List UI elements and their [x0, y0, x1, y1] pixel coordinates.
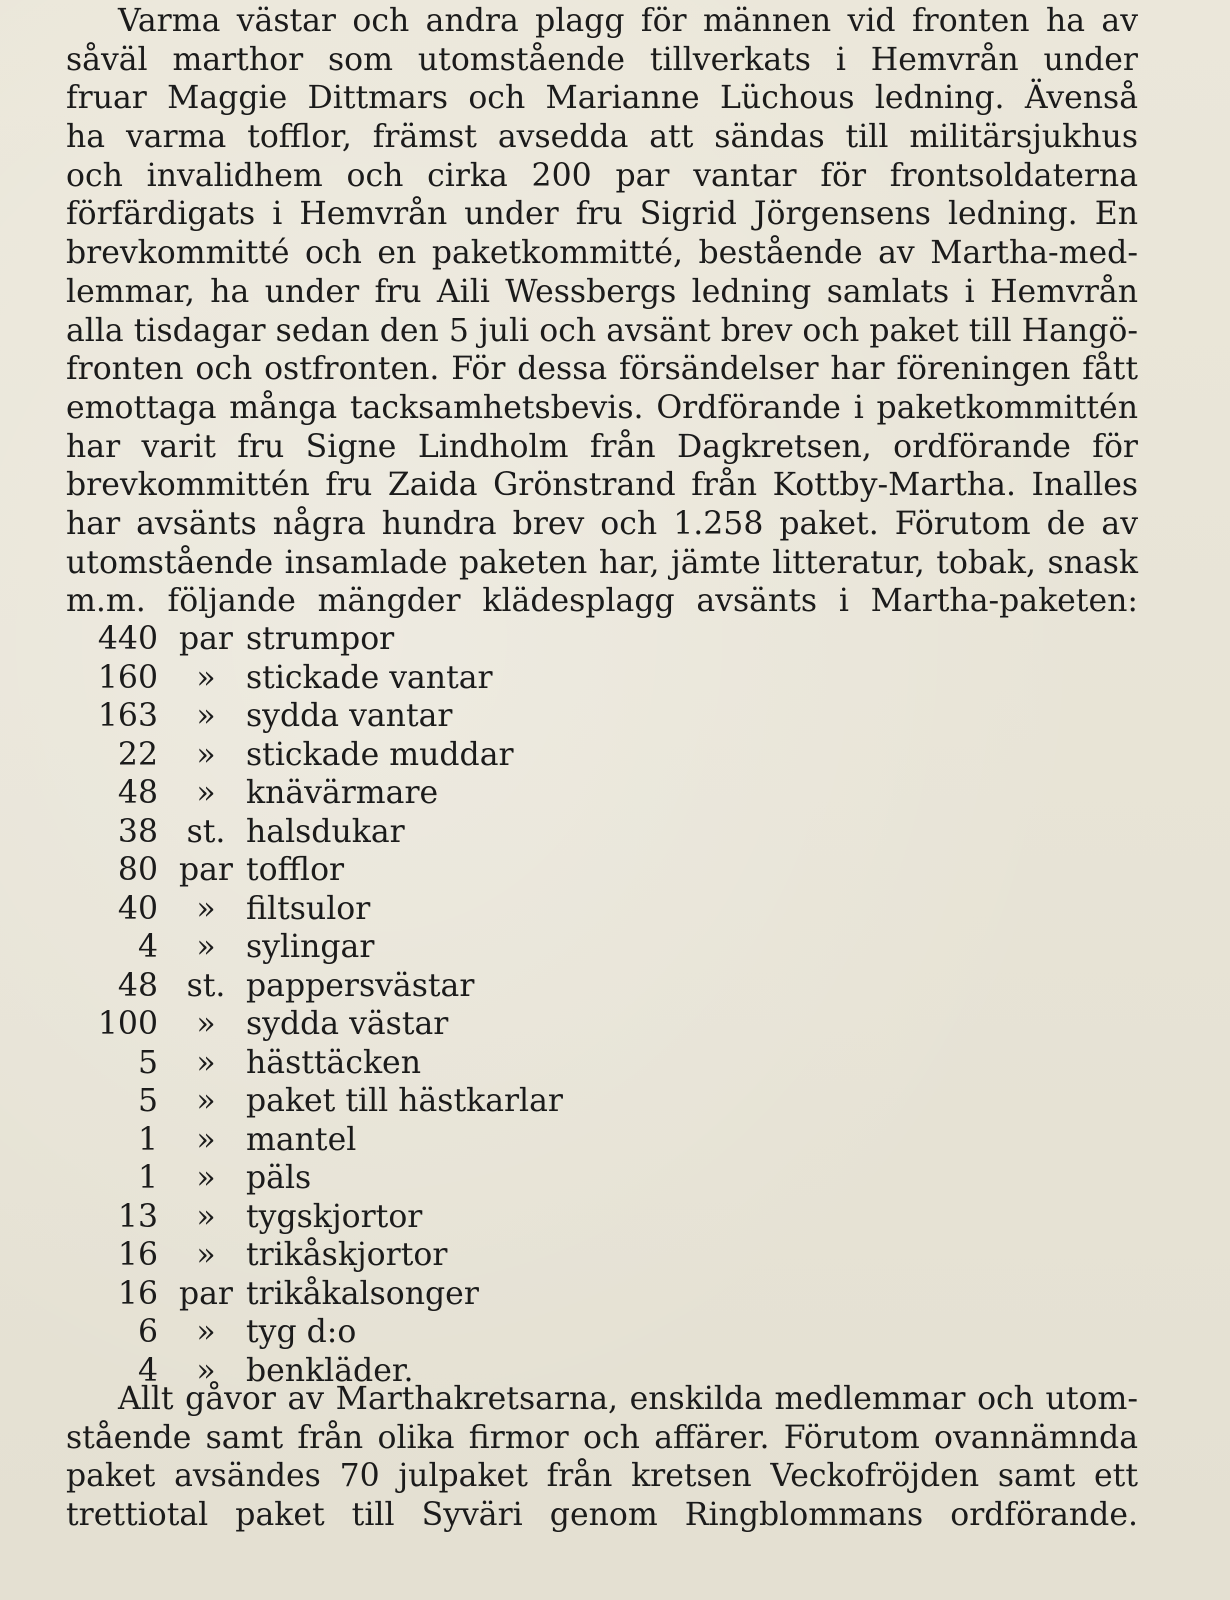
item-unit: » — [196, 1198, 216, 1235]
text-line: Varma västar och andra plagg för männen vid fronten ha av — [118, 3, 1138, 39]
item-name: sylingar — [246, 929, 375, 965]
text-line: paket avsändes 70 julpaket från kretsen Veckofröjden samt ett — [66, 1458, 1138, 1495]
item-unit: » — [196, 1314, 216, 1350]
item-unit: » — [196, 698, 216, 734]
item-unit: » — [196, 1083, 216, 1119]
text-line: fronten och ostfronten. För dessa försändelser har föreningen fått — [66, 351, 1138, 388]
item-name: tofflor — [246, 852, 345, 888]
item-name: sydda vantar — [246, 698, 453, 734]
item-quantity: 6 — [137, 1314, 158, 1350]
item-name: tygskjortor — [246, 1198, 423, 1235]
list-item — [66, 620, 766, 659]
text-line: stående samt från olika firmor och affärer. Förutom ovannämnda — [66, 1419, 1138, 1456]
item-quantity: 22 — [117, 736, 158, 773]
item-unit: » — [196, 890, 216, 927]
text-line: ha varma tofflor, främst avsedda att sändas till militärsjukhus — [66, 119, 1138, 156]
paragraph-donations — [66, 1380, 1138, 1535]
item-name: benkläder. — [246, 1352, 414, 1389]
text-line: m.m. följande mängder klädesplagg avsänts i Martha-paketen: — [66, 583, 1138, 620]
list-item — [66, 1121, 766, 1160]
item-name: sydda västar — [246, 1006, 449, 1042]
item-quantity: 440 — [97, 621, 158, 657]
list-item — [66, 659, 766, 698]
item-unit: par — [178, 621, 233, 657]
list-item — [66, 1082, 766, 1121]
text-line: emottaga många tacksamhetsbevis. Ordförande i paketkommittén — [66, 389, 1138, 426]
text-line: förfärdigats i Hemvrån under fru Sigrid Jörgensens ledning. En — [66, 196, 1138, 233]
text-line: brevkommitté och en paketkommitté, bestående av Martha-med- — [66, 235, 1138, 272]
item-unit: par — [178, 852, 233, 888]
list-item — [66, 928, 766, 967]
item-quantity: 4 — [137, 929, 158, 965]
clothing-items-list — [66, 620, 766, 1390]
item-name: mantel — [246, 1121, 357, 1158]
item-name: stickade muddar — [246, 736, 514, 773]
item-name: knävärmare — [246, 775, 439, 811]
item-quantity: 1 — [137, 1160, 158, 1196]
item-unit: » — [196, 736, 216, 773]
item-quantity: 100 — [97, 1006, 158, 1042]
item-quantity: 38 — [117, 813, 158, 850]
item-unit: st. — [186, 967, 226, 1004]
item-quantity: 5 — [137, 1083, 158, 1119]
item-unit: » — [196, 1237, 216, 1273]
item-quantity: 1 — [137, 1121, 158, 1158]
list-item — [66, 1275, 766, 1314]
list-item — [66, 1313, 766, 1352]
text-line: lemmar, ha under fru Aili Wessbergs ledning samlats i Hemvrån — [66, 273, 1138, 310]
item-name: hästtäcken — [246, 1044, 421, 1081]
item-unit: par — [178, 1275, 233, 1312]
item-unit: st. — [186, 813, 226, 850]
item-name: päls — [246, 1160, 312, 1196]
item-name: stickade vantar — [246, 659, 493, 696]
list-item — [66, 1005, 766, 1044]
item-name: trikåkalsonger — [246, 1275, 479, 1312]
item-unit: » — [196, 1352, 216, 1389]
list-item — [66, 736, 766, 775]
item-name: trikåskjortor — [246, 1237, 448, 1273]
item-quantity: 48 — [117, 775, 158, 811]
item-unit: » — [196, 929, 216, 965]
list-item — [66, 1159, 766, 1198]
text-line: Allt gåvor av Marthakretsarna, enskilda medlemmar och utom- — [118, 1381, 1138, 1417]
item-unit: » — [196, 659, 216, 696]
list-item — [66, 697, 766, 736]
item-quantity: 160 — [97, 659, 158, 696]
item-name: paket till hästkarlar — [246, 1083, 563, 1119]
list-item — [66, 851, 766, 890]
item-quantity: 5 — [137, 1044, 158, 1081]
item-unit: » — [196, 1160, 216, 1196]
list-item — [66, 1044, 766, 1083]
text-line: har varit fru Signe Lindholm från Dagkretsen, ordförande för — [66, 428, 1138, 465]
item-unit: » — [196, 1121, 216, 1158]
list-item — [66, 967, 766, 1006]
text-line: utomstående insamlade paketen har, jämte litteratur, tobak, snask — [66, 544, 1138, 581]
item-quantity: 40 — [117, 890, 158, 927]
item-name: tyg d:o — [246, 1314, 357, 1350]
item-unit: » — [196, 775, 216, 811]
list-item — [66, 890, 766, 929]
text-line: fruar Maggie Dittmars och Marianne Lüchous ledning. Ävenså — [66, 80, 1138, 117]
paragraph-clothing-production — [66, 2, 1138, 621]
item-quantity: 4 — [137, 1352, 158, 1389]
item-name: filtsulor — [246, 890, 371, 927]
list-item — [66, 1236, 766, 1275]
list-item — [66, 774, 766, 813]
item-quantity: 13 — [117, 1198, 158, 1235]
list-item — [66, 1198, 766, 1237]
text-line: trettiotal paket till Syväri genom Ringblommans ordförande. — [66, 1497, 1138, 1534]
text-line: har avsänts några hundra brev och 1.258 paket. Förutom de av — [66, 505, 1138, 542]
list-item — [66, 813, 766, 852]
item-quantity: 163 — [97, 698, 158, 734]
item-name: pappersvästar — [246, 967, 475, 1004]
item-quantity: 48 — [117, 967, 158, 1004]
text-line: brevkommittén fru Zaida Grönstrand från Kottby-Martha. Inalles — [66, 467, 1138, 504]
item-quantity: 16 — [117, 1275, 158, 1312]
item-quantity: 16 — [117, 1237, 158, 1273]
item-name: halsdukar — [246, 813, 405, 850]
item-name: strumpor — [246, 621, 395, 657]
text-line: och invalidhem och cirka 200 par vantar för frontsoldaterna — [66, 157, 1138, 194]
text-line: alla tisdagar sedan den 5 juli och avsänt brev och paket till Hangö- — [66, 312, 1138, 349]
item-quantity: 80 — [117, 852, 158, 888]
item-unit: » — [196, 1006, 216, 1042]
item-unit: » — [196, 1044, 216, 1081]
text-line: såväl marthor som utomstående tillverkats i Hemvrån under — [66, 41, 1138, 78]
